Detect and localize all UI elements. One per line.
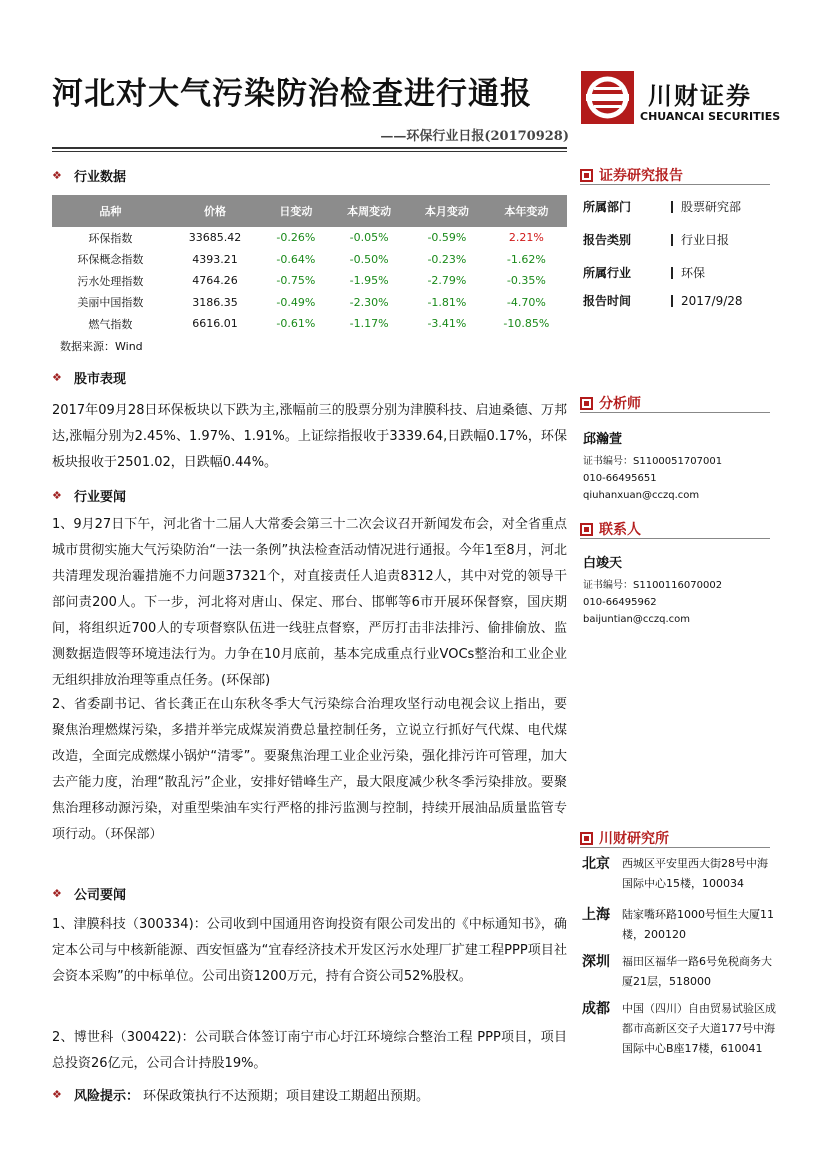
brand-name-cn: 川财证券: [648, 82, 752, 110]
table-cell: -2.79%: [427, 274, 467, 288]
table-cell: -1.62%: [506, 252, 546, 266]
contact-name: 白竣天: [583, 556, 623, 571]
table-header-row: [52, 195, 567, 227]
office-beijing: [582, 854, 778, 894]
table-cell: -4.70%: [506, 295, 546, 309]
diamond-bullet-icon: ❖: [52, 371, 62, 384]
table-cell: 燃气指数: [88, 317, 133, 331]
title-rule-thin: [52, 151, 567, 152]
contact-phone: 010-66495962: [583, 597, 657, 608]
table-row: [52, 249, 567, 271]
table-cell: -1.81%: [427, 295, 467, 309]
info-divider: [671, 295, 673, 307]
diamond-bullet-icon: ❖: [52, 489, 62, 502]
section-industry-data: [52, 166, 126, 185]
table-cell: 环保指数: [88, 231, 133, 245]
office-city: 北京: [582, 856, 610, 872]
info-row-dept: [583, 198, 741, 215]
office-city: 成都: [582, 1001, 610, 1017]
sidebar-rule: [580, 847, 770, 848]
table-cell: -0.23%: [427, 252, 467, 266]
table-cell: -0.59%: [427, 231, 467, 245]
analyst-email[interactable]: qiuhanxuan@cczq.com: [583, 490, 700, 501]
analyst-phone: 010-66495651: [583, 473, 657, 484]
contact-card: [583, 554, 722, 628]
table-cell: 4393.21: [192, 252, 238, 266]
report-heading: [580, 165, 683, 185]
diamond-bullet-icon: ❖: [52, 169, 62, 182]
info-row-date: [583, 292, 743, 309]
risk-warning: [52, 1085, 429, 1104]
table-cell: -0.64%: [276, 252, 316, 266]
analyst-heading-label: 分析师: [599, 396, 641, 412]
table-cell: -10.85%: [503, 317, 550, 331]
info-key: 所属行业: [583, 266, 632, 280]
diamond-bullet-icon: ❖: [52, 1088, 62, 1101]
table-header: 日变动: [261, 195, 330, 227]
office-chengdu: [582, 999, 778, 1059]
section-market: [52, 368, 126, 387]
info-value: 环保: [681, 266, 706, 280]
page-title: 河北对大气污染防治检查进行通报: [52, 76, 532, 112]
table-cell: 33685.42: [188, 231, 242, 245]
red-square-icon: [580, 832, 593, 845]
table-cell: -3.41%: [427, 317, 467, 331]
brand-logo: [580, 70, 781, 125]
red-square-icon: [580, 523, 593, 536]
table-cell: -0.61%: [276, 317, 316, 331]
table-cell: -2.30%: [349, 295, 389, 309]
table-cell: -1.17%: [349, 317, 389, 331]
analyst-card: [583, 430, 722, 504]
table-cell: 美丽中国指数: [77, 296, 144, 310]
table-cell: 污水处理指数: [77, 274, 144, 288]
info-value: 股票研究部: [681, 200, 742, 214]
title-rule: [52, 147, 567, 149]
table-row: [52, 292, 567, 314]
table-cell: 6616.01: [192, 317, 238, 331]
section-title: 公司要闻: [74, 888, 127, 903]
institute-heading: [580, 828, 669, 848]
red-square-icon: [580, 397, 593, 410]
table-cell: -0.05%: [349, 231, 389, 245]
table-cell: -0.49%: [276, 295, 316, 309]
contact-heading: [580, 519, 641, 539]
office-shanghai: [582, 905, 778, 945]
info-divider: [671, 267, 673, 279]
analyst-name: 邱瀚萱: [583, 432, 623, 447]
table-row: [52, 227, 567, 249]
analyst-heading: [580, 393, 641, 413]
office-address: 陆家嘴环路1000号恒生大厦11楼，200120: [622, 908, 774, 941]
risk-label: 风险提示：: [74, 1089, 140, 1104]
red-square-icon: [580, 169, 593, 182]
diamond-bullet-icon: ❖: [52, 887, 62, 900]
chuancai-logo-icon: [580, 70, 635, 125]
info-value: 行业日报: [681, 233, 730, 247]
info-divider: [671, 201, 673, 213]
section-title: 行业要闻: [74, 490, 127, 505]
news-paragraph: 1、9月27日下午，河北省十二届人大常委会第三十二次会议召开新闻发布会，对全省重点城市贯彻实施大气污染防治“一法一条例”执法检查活动情况进行通报。今年1至8月，河北共清理发现治霾措施不力问题37321个，对直接责任人追责8312人，其中对党的领导干部问责200人。下一步，河北将对唐山、保定、邢台、邯郸等6市开展环保督察，国庆期间，将组织近700人的专项督察队伍进一线驻点督察，严厉打击非法排污、偷排偷放、监测数据造假等环境违法行为。力争在10月底前，基本完成重点行业VOCs整治和工业企业无组织排放治理等重点任务。(环保部): [52, 517, 567, 688]
contact-email[interactable]: baijuntian@cczq.com: [583, 614, 691, 625]
info-row-type: [583, 231, 729, 248]
table-header: 价格: [169, 195, 262, 227]
sidebar-rule: [580, 538, 770, 539]
company-paragraph: 1、津膜科技（300334)：公司收到中国通用咨询投资有限公司发出的《中标通知书》，确定本公司与中核新能源、西安恒盛为“宜春经济技术开发区污水处理厂扩建工程PPP项目社会资本采购”的中标单位。公司出资1200万元，持有合资公司52%股权。: [52, 917, 567, 984]
contact-cert: 证书编号：S1100116070002: [583, 580, 723, 591]
table-row: [52, 270, 567, 292]
office-city: 深圳: [582, 954, 610, 970]
info-key: 报告类别: [583, 233, 632, 247]
info-divider: [671, 234, 673, 246]
info-key: 所属部门: [583, 200, 632, 214]
report-heading-label: 证券研究报告: [599, 168, 683, 184]
report-subtitle: ——环保行业日报(20170928): [380, 129, 569, 144]
market-paragraph: 2017年09月28日环保板块以下跌为主,涨幅前三的股票分别为津膜科技、启迪桑德、万邦达,涨幅分别为2.45%、1.97%、1.91%。上证综指报收于3339.64,日跌幅0.17%，环保板块报收于2501.02，日跌幅0.44%。: [52, 403, 567, 470]
section-industry-news: [52, 486, 126, 505]
info-value: 2017/9/28: [681, 293, 743, 308]
institute-heading-label: 川财研究所: [599, 831, 669, 847]
table-cell: -0.35%: [506, 274, 546, 288]
index-table: [52, 195, 567, 335]
analyst-cert: 证书编号：S1100051707001: [583, 456, 723, 467]
table-cell: -0.50%: [349, 252, 389, 266]
office-shenzhen: [582, 952, 778, 992]
section-title: 行业数据: [74, 170, 127, 185]
table-cell: 4764.26: [192, 274, 238, 288]
office-city: 上海: [582, 907, 610, 923]
news-paragraph: 2、省委副书记、省长龚正在山东秋冬季大气污染综合治理攻坚行动电视会议上指出，要聚焦治理燃煤污染，多措并举完成煤炭消费总量控制任务，立说立行抓好气代煤、电代煤改造，全面完成燃煤小锅炉“清零”。要聚焦治理工业企业污染，强化排污许可管理，加大去产能力度，治理“散乱污”企业，安排好错峰生产，最大限度减少秋冬季污染排放。要聚焦治理移动源污染，对重型柴油车实行严格的排污监测与控制，持续开展油品质量监管专项行动。（环保部）: [52, 697, 567, 842]
table-cell: 3186.35: [192, 295, 238, 309]
sidebar-rule: [580, 184, 770, 185]
section-title: 股市表现: [74, 372, 127, 387]
table-row: [52, 313, 567, 335]
table-cell: -0.75%: [276, 274, 316, 288]
table-header: 本周变动: [330, 195, 408, 227]
section-company-news: [52, 884, 126, 903]
info-row-industry: [583, 264, 705, 281]
table-header: 品种: [52, 195, 169, 227]
office-address: 西城区平安里西大街28号中海国际中心15楼，100034: [622, 857, 768, 890]
table-cell: -0.26%: [276, 231, 316, 245]
company-paragraph: 2、博世科（300422)：公司联合体签订南宁市心圩江环境综合整治工程 PPP项目，项目总投资26亿元，公司合计持股19%。: [52, 1030, 567, 1071]
office-address: 中国（四川）自由贸易试验区成都市高新区交子大道177号中海国际中心B座17楼，610041: [622, 1002, 776, 1055]
office-address: 福田区福华一路6号免税商务大厦21层，518000: [622, 955, 772, 988]
data-source: 数据来源：Wind: [60, 340, 143, 353]
table-cell: 2.21%: [508, 231, 544, 245]
info-key: 报告时间: [583, 294, 632, 308]
table-cell: -1.95%: [349, 274, 389, 288]
table-header: 本年变动: [486, 195, 567, 227]
brand-name-en: CHUANCAI SECURITIES: [640, 110, 781, 123]
table-cell: 环保概念指数: [77, 253, 144, 267]
contact-heading-label: 联系人: [599, 522, 641, 538]
sidebar-rule: [580, 412, 770, 413]
table-header: 本月变动: [408, 195, 486, 227]
risk-text: 环保政策执行不达预期；项目建设工期超出预期。: [143, 1089, 430, 1104]
